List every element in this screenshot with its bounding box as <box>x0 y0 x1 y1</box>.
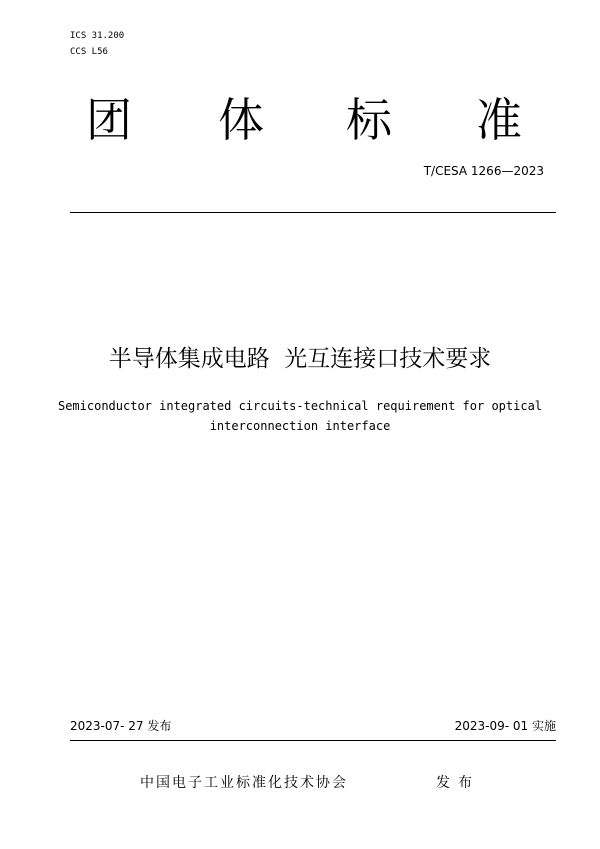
standard-type-char-3: 标 <box>346 93 392 147</box>
ccs-code: CCS L56 <box>70 47 108 57</box>
ics-code: ICS 31.200 <box>70 31 125 41</box>
title-english: Semiconductor integrated circuits-technical requirement for optical interconnection interface <box>57 399 543 433</box>
publisher-name: 中国电子工业标准化技术协会 <box>140 775 348 791</box>
implementation-date: 2023-09- 01 实施 <box>454 719 556 733</box>
standard-type-char-2: 体 <box>218 93 264 147</box>
standard-type-char-1: 团 <box>86 93 132 147</box>
standard-code: T/CESA 1266—2023 <box>423 164 544 178</box>
standard-type-char-4: 准 <box>476 93 522 147</box>
publish-label: 发布 <box>436 775 480 791</box>
title-chinese: 半导体集成电路 光互连接口技术要求 <box>108 346 492 372</box>
top-divider <box>70 212 556 213</box>
issue-date: 2023-07- 27 发布 <box>70 719 172 733</box>
bottom-divider <box>70 740 556 741</box>
